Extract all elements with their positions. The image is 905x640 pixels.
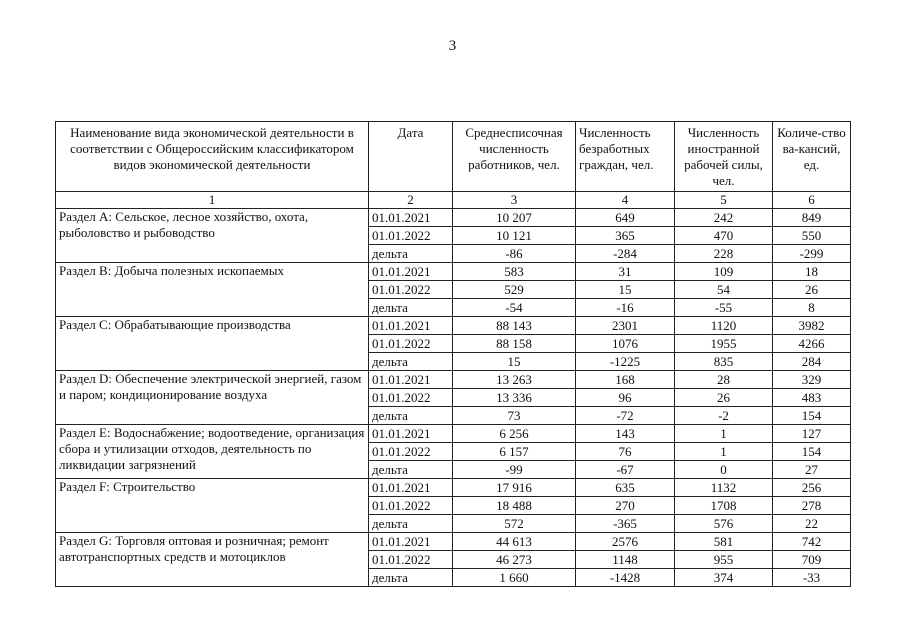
- vacancies-cell: 709: [773, 551, 851, 569]
- header-vacancies: Количе-ство ва-кансий, ед.: [773, 122, 851, 192]
- date-cell: дельта: [369, 515, 453, 533]
- headcount-cell: 44 613: [453, 533, 576, 551]
- date-cell: 01.01.2021: [369, 263, 453, 281]
- column-number: 4: [576, 192, 675, 209]
- table-row: [56, 317, 851, 335]
- foreign-labor-cell: 1955: [675, 335, 773, 353]
- headcount-cell: 88 158: [453, 335, 576, 353]
- table-row: [56, 533, 851, 551]
- unemployed-cell: 143: [576, 425, 675, 443]
- headcount-cell: 10 207: [453, 209, 576, 227]
- date-cell: 01.01.2021: [369, 371, 453, 389]
- vacancies-cell: 154: [773, 407, 851, 425]
- unemployed-cell: -16: [576, 299, 675, 317]
- table-body: [56, 192, 851, 587]
- unemployed-cell: 365: [576, 227, 675, 245]
- unemployed-cell: 1076: [576, 335, 675, 353]
- foreign-labor-cell: 1: [675, 443, 773, 461]
- headcount-cell: 10 121: [453, 227, 576, 245]
- vacancies-cell: 849: [773, 209, 851, 227]
- date-cell: дельта: [369, 353, 453, 371]
- date-cell: дельта: [369, 461, 453, 479]
- headcount-cell: 46 273: [453, 551, 576, 569]
- headcount-cell: 13 336: [453, 389, 576, 407]
- foreign-labor-cell: 1: [675, 425, 773, 443]
- headcount-cell: 6 157: [453, 443, 576, 461]
- foreign-labor-cell: 835: [675, 353, 773, 371]
- vacancies-cell: 18: [773, 263, 851, 281]
- page-number: 3: [448, 38, 457, 54]
- date-cell: 01.01.2021: [369, 479, 453, 497]
- vacancies-cell: 550: [773, 227, 851, 245]
- foreign-labor-cell: 0: [675, 461, 773, 479]
- foreign-labor-cell: 955: [675, 551, 773, 569]
- date-cell: 01.01.2021: [369, 533, 453, 551]
- date-cell: дельта: [369, 299, 453, 317]
- headcount-cell: 583: [453, 263, 576, 281]
- vacancies-cell: 278: [773, 497, 851, 515]
- table-row: [56, 479, 851, 497]
- unemployed-cell: 2301: [576, 317, 675, 335]
- unemployed-cell: -72: [576, 407, 675, 425]
- vacancies-cell: 483: [773, 389, 851, 407]
- unemployed-cell: -365: [576, 515, 675, 533]
- table-row: [56, 209, 851, 227]
- date-cell: 01.01.2022: [369, 335, 453, 353]
- foreign-labor-cell: 576: [675, 515, 773, 533]
- column-number: 1: [56, 192, 369, 209]
- date-cell: 01.01.2022: [369, 497, 453, 515]
- unemployed-cell: 635: [576, 479, 675, 497]
- headcount-cell: -86: [453, 245, 576, 263]
- foreign-labor-cell: 54: [675, 281, 773, 299]
- employment-table: [55, 121, 851, 587]
- date-cell: дельта: [369, 407, 453, 425]
- activity-name: Раздел F: Строительство: [56, 479, 369, 533]
- column-number: 3: [453, 192, 576, 209]
- table-row: [56, 425, 851, 443]
- vacancies-cell: 154: [773, 443, 851, 461]
- headcount-cell: 6 256: [453, 425, 576, 443]
- vacancies-cell: 26: [773, 281, 851, 299]
- headcount-cell: 17 916: [453, 479, 576, 497]
- vacancies-cell: 127: [773, 425, 851, 443]
- unemployed-cell: 649: [576, 209, 675, 227]
- date-cell: 01.01.2022: [369, 281, 453, 299]
- activity-name: Раздел С: Обрабатывающие производства: [56, 317, 369, 371]
- vacancies-cell: 742: [773, 533, 851, 551]
- date-cell: 01.01.2022: [369, 551, 453, 569]
- foreign-labor-cell: 1708: [675, 497, 773, 515]
- unemployed-cell: 15: [576, 281, 675, 299]
- foreign-labor-cell: 1132: [675, 479, 773, 497]
- vacancies-cell: -33: [773, 569, 851, 587]
- date-cell: дельта: [369, 245, 453, 263]
- foreign-labor-cell: 242: [675, 209, 773, 227]
- header-activity: Наименование вида экономической деятельности в соответствии с Общероссийским классификатором видов экономической деятельности: [56, 122, 369, 192]
- headcount-cell: 18 488: [453, 497, 576, 515]
- date-cell: 01.01.2022: [369, 443, 453, 461]
- table-row: [56, 263, 851, 281]
- table-header: [56, 122, 851, 192]
- vacancies-cell: -299: [773, 245, 851, 263]
- header-foreign-labor: Численность иностранной рабочей силы, чел.: [675, 122, 773, 192]
- headcount-cell: 1 660: [453, 569, 576, 587]
- unemployed-cell: 1148: [576, 551, 675, 569]
- foreign-labor-cell: 26: [675, 389, 773, 407]
- foreign-labor-cell: 470: [675, 227, 773, 245]
- vacancies-cell: 22: [773, 515, 851, 533]
- date-cell: 01.01.2021: [369, 209, 453, 227]
- foreign-labor-cell: -55: [675, 299, 773, 317]
- headcount-cell: -99: [453, 461, 576, 479]
- headcount-cell: 13 263: [453, 371, 576, 389]
- activity-name: Раздел В: Добыча полезных ископаемых: [56, 263, 369, 317]
- header-date: Дата: [369, 122, 453, 192]
- activity-name: Раздел D: Обеспечение электрической энергией, газом и паром; кондиционирование воздуха: [56, 371, 369, 425]
- headcount-cell: 73: [453, 407, 576, 425]
- unemployed-cell: 31: [576, 263, 675, 281]
- header-unemployed: Численность безработных граждан, чел.: [576, 122, 675, 192]
- headcount-cell: 572: [453, 515, 576, 533]
- unemployed-cell: -284: [576, 245, 675, 263]
- column-number: 2: [369, 192, 453, 209]
- date-cell: 01.01.2021: [369, 317, 453, 335]
- activity-name: Раздел А: Сельское, лесное хозяйство, охота, рыболовство и рыбоводство: [56, 209, 369, 263]
- activity-name: Раздел G: Торговля оптовая и розничная; ремонт автотранспортных средств и мотоциклов: [56, 533, 369, 587]
- column-number: 5: [675, 192, 773, 209]
- header-headcount: Среднесписочная численность работников, чел.: [453, 122, 576, 192]
- foreign-labor-cell: -2: [675, 407, 773, 425]
- column-number-row: [56, 192, 851, 209]
- table-row: [56, 371, 851, 389]
- vacancies-cell: 329: [773, 371, 851, 389]
- date-cell: дельта: [369, 569, 453, 587]
- unemployed-cell: 96: [576, 389, 675, 407]
- headcount-cell: -54: [453, 299, 576, 317]
- unemployed-cell: 76: [576, 443, 675, 461]
- foreign-labor-cell: 109: [675, 263, 773, 281]
- headcount-cell: 529: [453, 281, 576, 299]
- vacancies-cell: 4266: [773, 335, 851, 353]
- unemployed-cell: 2576: [576, 533, 675, 551]
- headcount-cell: 15: [453, 353, 576, 371]
- foreign-labor-cell: 374: [675, 569, 773, 587]
- unemployed-cell: -1225: [576, 353, 675, 371]
- foreign-labor-cell: 28: [675, 371, 773, 389]
- date-cell: 01.01.2022: [369, 389, 453, 407]
- column-number: 6: [773, 192, 851, 209]
- foreign-labor-cell: 228: [675, 245, 773, 263]
- vacancies-cell: 3982: [773, 317, 851, 335]
- foreign-labor-cell: 581: [675, 533, 773, 551]
- vacancies-cell: 27: [773, 461, 851, 479]
- date-cell: 01.01.2022: [369, 227, 453, 245]
- activity-name: Раздел Е: Водоснабжение; водоотведение, организация сбора и утилизации отходов, деятельность по ликвидации загрязнений: [56, 425, 369, 479]
- vacancies-cell: 256: [773, 479, 851, 497]
- unemployed-cell: 168: [576, 371, 675, 389]
- unemployed-cell: 270: [576, 497, 675, 515]
- date-cell: 01.01.2021: [369, 425, 453, 443]
- unemployed-cell: -67: [576, 461, 675, 479]
- vacancies-cell: 8: [773, 299, 851, 317]
- headcount-cell: 88 143: [453, 317, 576, 335]
- unemployed-cell: -1428: [576, 569, 675, 587]
- foreign-labor-cell: 1120: [675, 317, 773, 335]
- vacancies-cell: 284: [773, 353, 851, 371]
